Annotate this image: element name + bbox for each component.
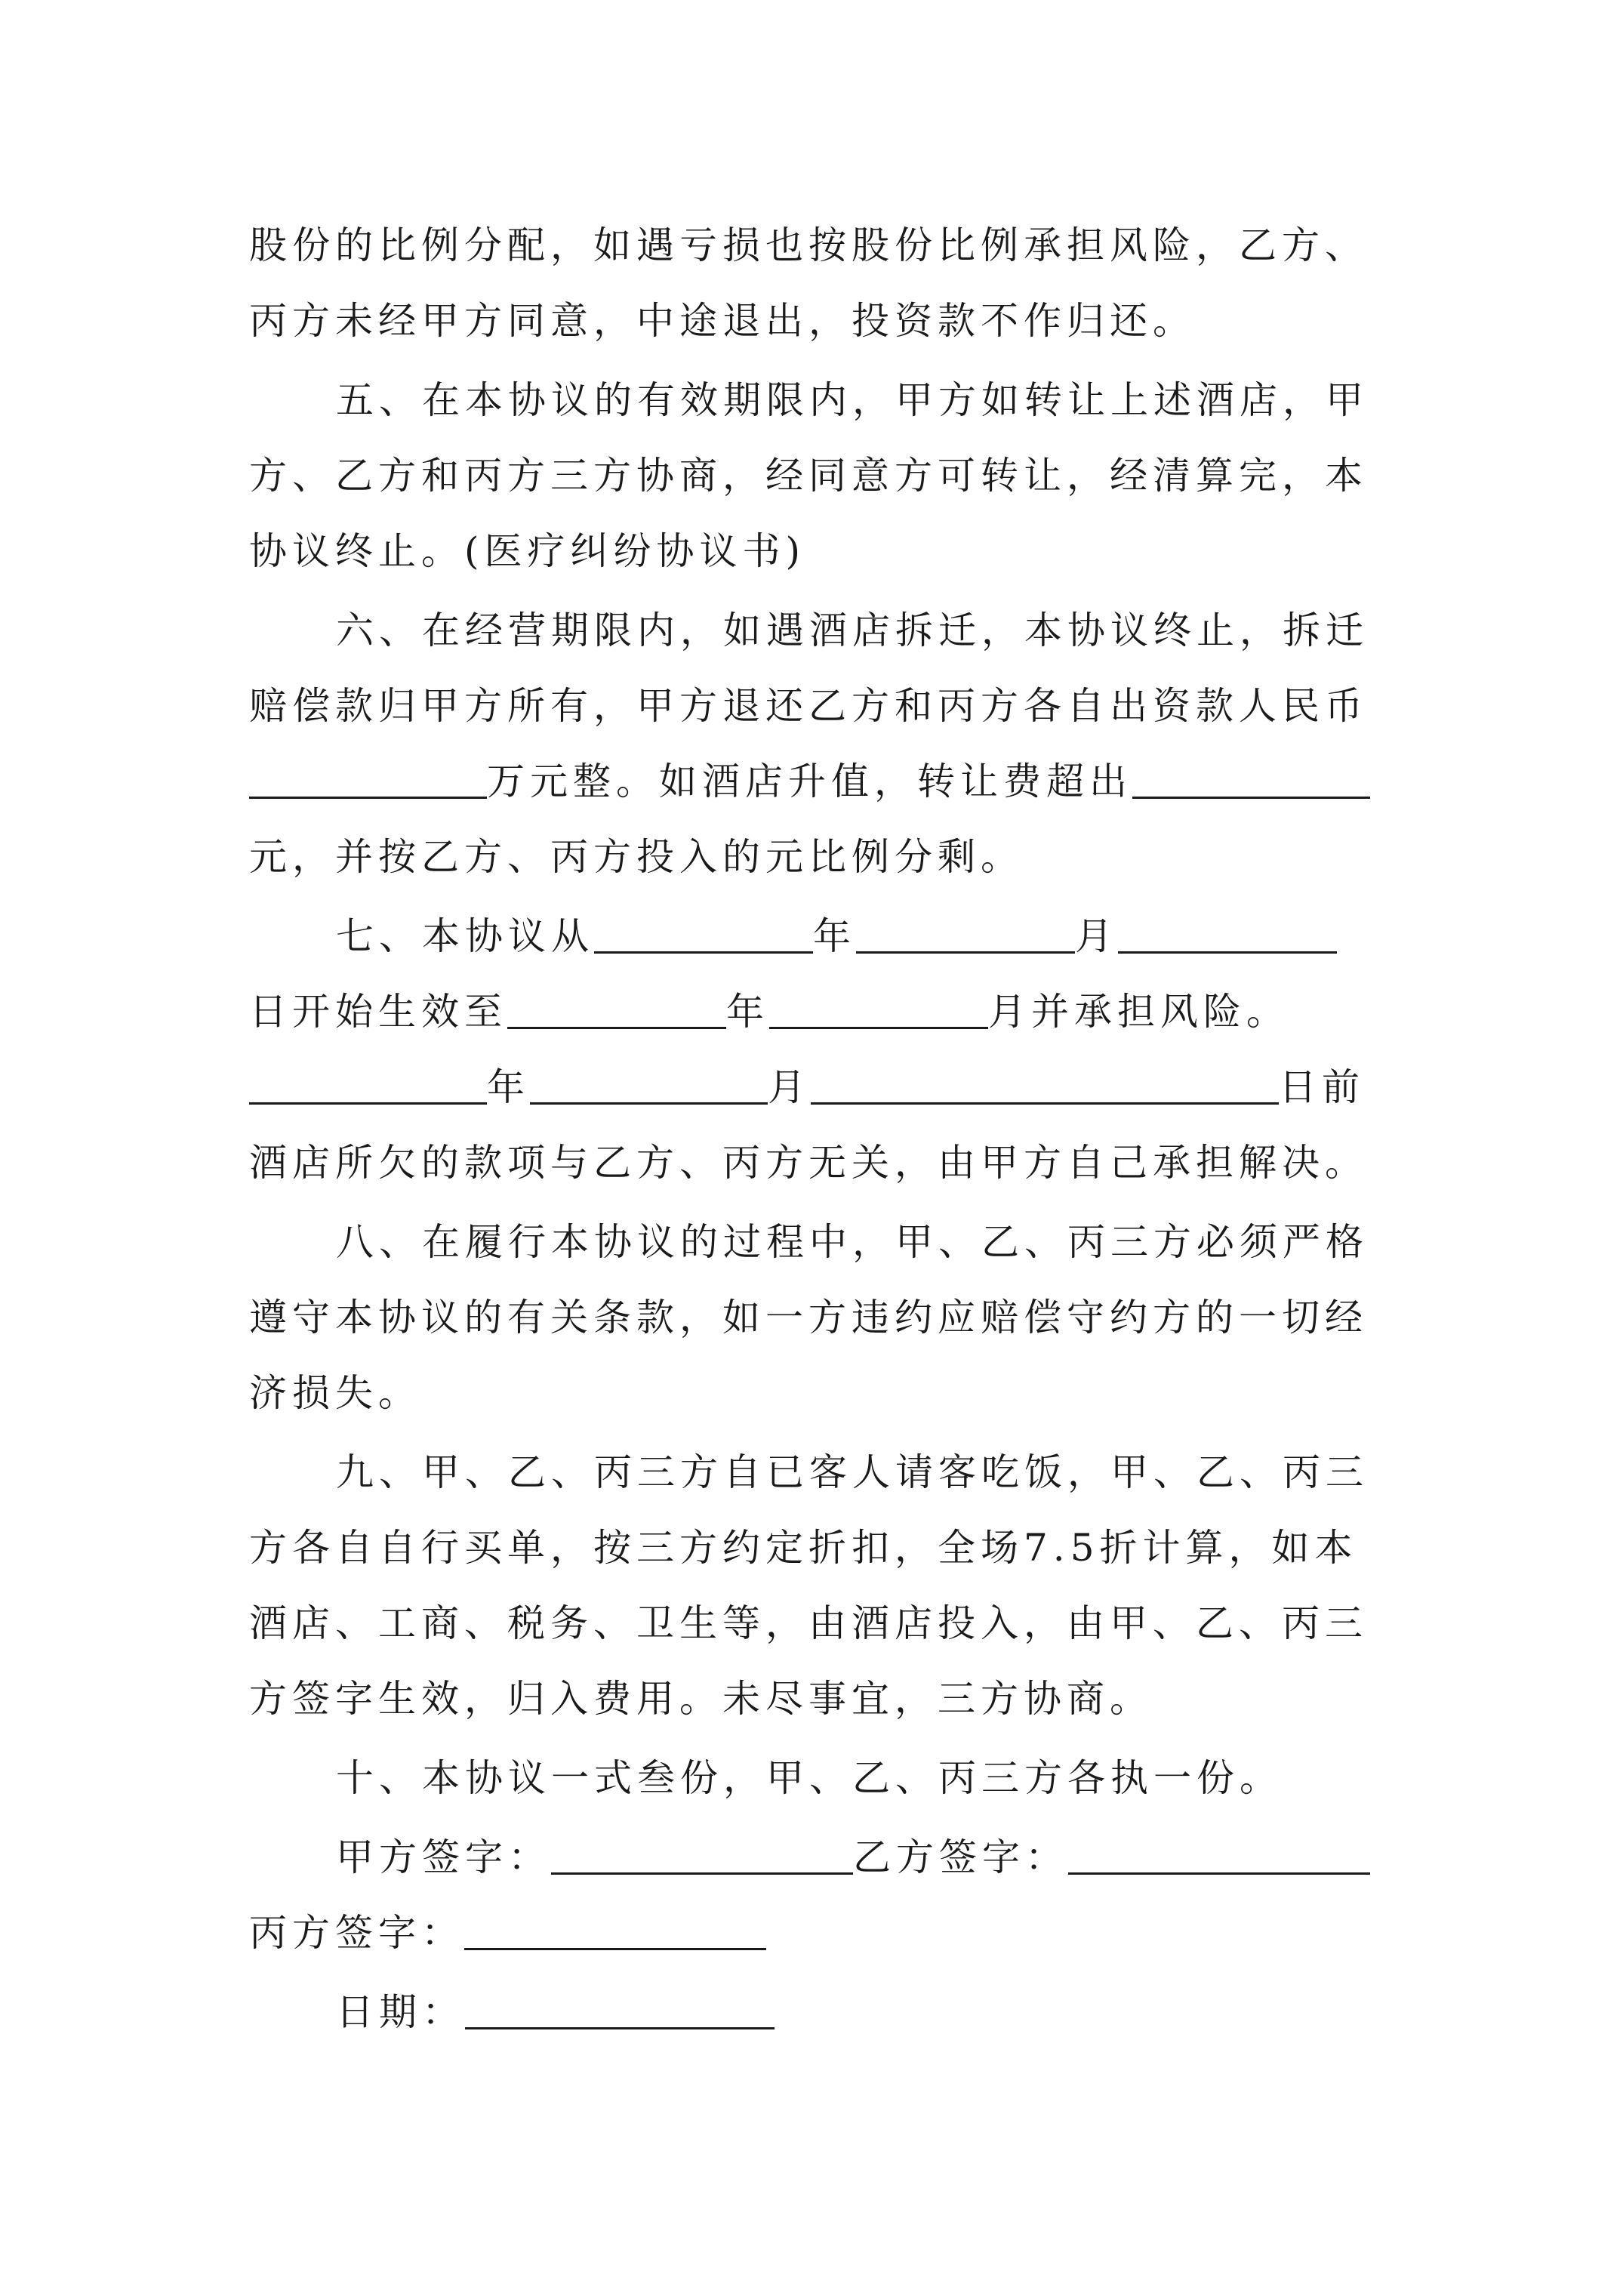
signature-line: [336, 1827, 1544, 1888]
clause-7-text: 日前: [1279, 1065, 1365, 1109]
clause-7-text: 七、本协议从: [336, 914, 594, 958]
month-label: 月: [1075, 914, 1118, 958]
clause-7-line: 酒店所欠的款项与乙方、丙方无关，由甲方自己承担解决。: [249, 1141, 1368, 1185]
year-label: 年: [487, 1065, 530, 1109]
clause-9-line: 九、甲、乙、丙三方自已客人请客吃饭，甲、乙、丙三: [336, 1450, 1369, 1494]
clause-5-line: 协议终止。(医疗纠纷协议书): [249, 529, 806, 573]
clause-5-line: 方、乙方和丙方三方协商，经同意方可转让，经清算完，本: [249, 454, 1368, 498]
year-label: 年: [813, 914, 856, 958]
clause-8-line: 遵守本协议的有关条款，如一方违约应赔偿守约方的一切经: [249, 1296, 1368, 1339]
transfer-fee-blank[interactable]: [1132, 760, 1370, 799]
clause-7-line: [249, 1057, 1457, 1117]
date-label: 日期：: [336, 1990, 465, 2034]
paragraph-line: 丙方未经甲方同意，中途退出，投资款不作归还。: [249, 299, 1196, 343]
clause-9-line: 方各自自行买单，按三方约定折扣，全场7.5折计算，如本: [249, 1526, 1358, 1570]
party-a-signature-blank[interactable]: [551, 1836, 853, 1875]
clause-9-line: 方签字生效，归入费用。未尽事宜，三方协商。: [249, 1677, 1153, 1721]
clause-7-text: 日开始生效至: [249, 990, 507, 1034]
clause-9-line: 酒店、工商、税务、卫生等，由酒店投入，由甲、乙、丙三: [249, 1601, 1368, 1645]
end-year-blank[interactable]: [507, 991, 726, 1029]
party-c-signature-label: 丙方签字：: [249, 1911, 464, 1955]
clause-7-line: [249, 982, 1457, 1042]
clause-5-line: 五、在本协议的有效期限内，甲方如转让上述酒店，甲: [336, 378, 1369, 422]
clause-8-line: 八、在履行本协议的过程中，甲、乙、丙三方必须严格: [336, 1220, 1369, 1264]
party-c-signature-blank[interactable]: [464, 1912, 766, 1950]
party-a-signature-label: 甲方签字：: [336, 1835, 551, 1879]
amount-blank[interactable]: [249, 760, 487, 799]
prior-day-blank[interactable]: [811, 1066, 1279, 1105]
prior-month-blank[interactable]: [530, 1066, 768, 1105]
start-month-blank[interactable]: [856, 915, 1075, 954]
clause-10-line: 十、本协议一式叁份，甲、乙、丙三方各执一份。: [336, 1756, 1283, 1800]
signature-line: [249, 1903, 1457, 1963]
party-b-signature-blank[interactable]: [1068, 1836, 1370, 1875]
clause-6-line: [249, 751, 1457, 812]
paragraph-line: 股份的比例分配，如遇亏损也按股份比例承担风险，乙方、: [249, 223, 1368, 267]
start-year-blank[interactable]: [594, 915, 813, 954]
date-blank[interactable]: [465, 1991, 775, 2029]
clause-7-line: [336, 906, 1544, 966]
year-label: 年: [726, 990, 769, 1034]
end-month-blank[interactable]: [769, 991, 988, 1029]
clause-7-text: 月并承担风险。: [988, 990, 1289, 1034]
clause-6-line: 赔偿款归甲方所有，甲方退还乙方和丙方各自出资款人民币: [249, 684, 1368, 728]
month-label: 月: [768, 1065, 811, 1109]
start-day-blank[interactable]: [1118, 915, 1337, 954]
clause-8-line: 济损失。: [249, 1371, 421, 1415]
party-b-signature-label: 乙方签字：: [853, 1835, 1068, 1879]
prior-year-blank[interactable]: [249, 1066, 487, 1105]
date-line: [336, 1982, 1544, 2042]
clause-6-line: 六、在经营期限内，如遇酒店拆迁，本协议终止，拆迁: [336, 609, 1369, 652]
clause-6-line: 元，并按乙方、丙方投入的元比例分剩。: [249, 835, 1024, 879]
clause-6-text: 万元整。如酒店升值，转让费超出: [487, 760, 1132, 803]
